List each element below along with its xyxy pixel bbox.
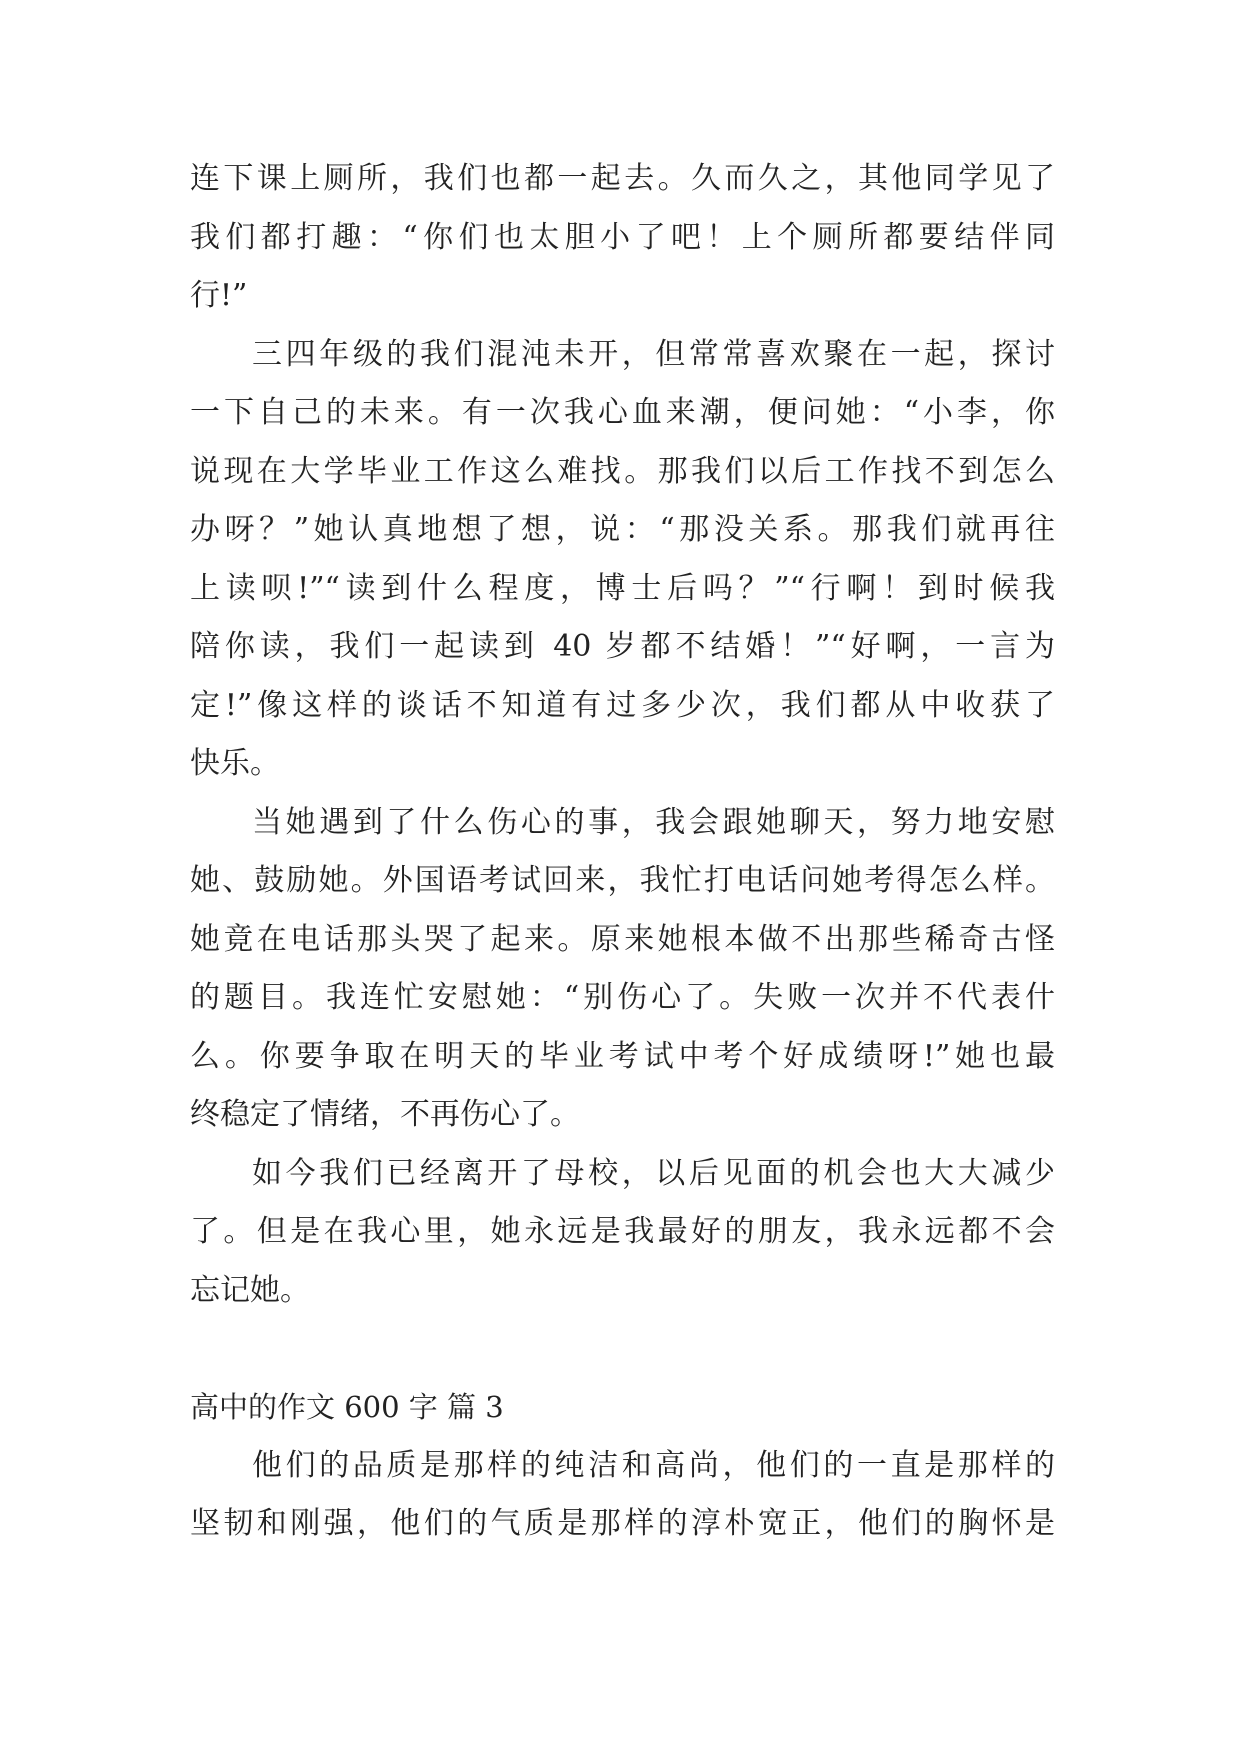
paragraph (190, 326, 1055, 794)
text-line: 行!” (190, 278, 248, 313)
paragraph (190, 794, 1055, 1145)
paragraph (190, 1437, 1055, 1554)
text-line: 说现在大学毕业工作这么难找。那我们以后工作找不到怎么 (190, 453, 1055, 489)
text-line: 么。你要争取在明天的毕业考试中考个好成绩呀!”她也最 (190, 1038, 1055, 1074)
text-line: 终稳定了情绪，不再伤心了。 (190, 1097, 580, 1132)
text-line: 坚韧和刚强，他们的气质是那样的淳朴宽正，他们的胸怀是 (190, 1506, 1055, 1541)
text-line: 她、鼓励她。外国语考试回来，我忙打电话问她考得怎么样。 (190, 863, 1055, 898)
text-line: 当她遇到了什么伤心的事，我会跟她聊天，努力地安慰 (252, 804, 1055, 840)
text-line: 我们都打趣：“你们也太胆小了吧！上个厕所都要结伴同 (190, 219, 1055, 255)
text-line: 他们的品质是那样的纯洁和高尚，他们的一直是那样的 (252, 1447, 1055, 1483)
document-page (190, 150, 1055, 1554)
text-line: 陪你读，我们一起读到 40 岁都不结婚！”“好啊，一言为 (190, 629, 1055, 664)
text-line: 三四年级的我们混沌未开，但常常喜欢聚在一起，探讨 (252, 336, 1055, 372)
text-line: 了。但是在我心里，她永远是我最好的朋友，我永远都不会 (190, 1214, 1055, 1249)
text-line: 一下自己的未来。有一次我心血来潮，便问她：“小李，你 (190, 395, 1055, 430)
text-line: 如今我们已经离开了母校，以后见面的机会也大大减少 (252, 1155, 1055, 1191)
text-line: 的题目。我连忙安慰她：“别伤心了。失败一次并不代表什 (190, 980, 1055, 1015)
text-line: 办呀？”她认真地想了想，说：“那没关系。那我们就再往 (190, 512, 1055, 547)
text-line: 定!”像这样的谈话不知道有过多少次，我们都从中收获了 (190, 687, 1055, 723)
text-line: 上读呗!”“读到什么程度，博士后吗？”“行啊！到时候我 (190, 570, 1055, 606)
text-line: 连下课上厕所，我们也都一起去。久而久之，其他同学见了 (190, 161, 1055, 196)
text-line: 她竟在电话那头哭了起来。原来她根本做不出那些稀奇古怪 (190, 921, 1055, 957)
section-title: 高中的作文 600 字 篇 3 (190, 1390, 504, 1424)
paragraph (190, 1145, 1055, 1321)
text-line: 忘记她。 (190, 1272, 310, 1308)
paragraph (190, 150, 1055, 326)
text-line: 快乐。 (190, 746, 280, 781)
